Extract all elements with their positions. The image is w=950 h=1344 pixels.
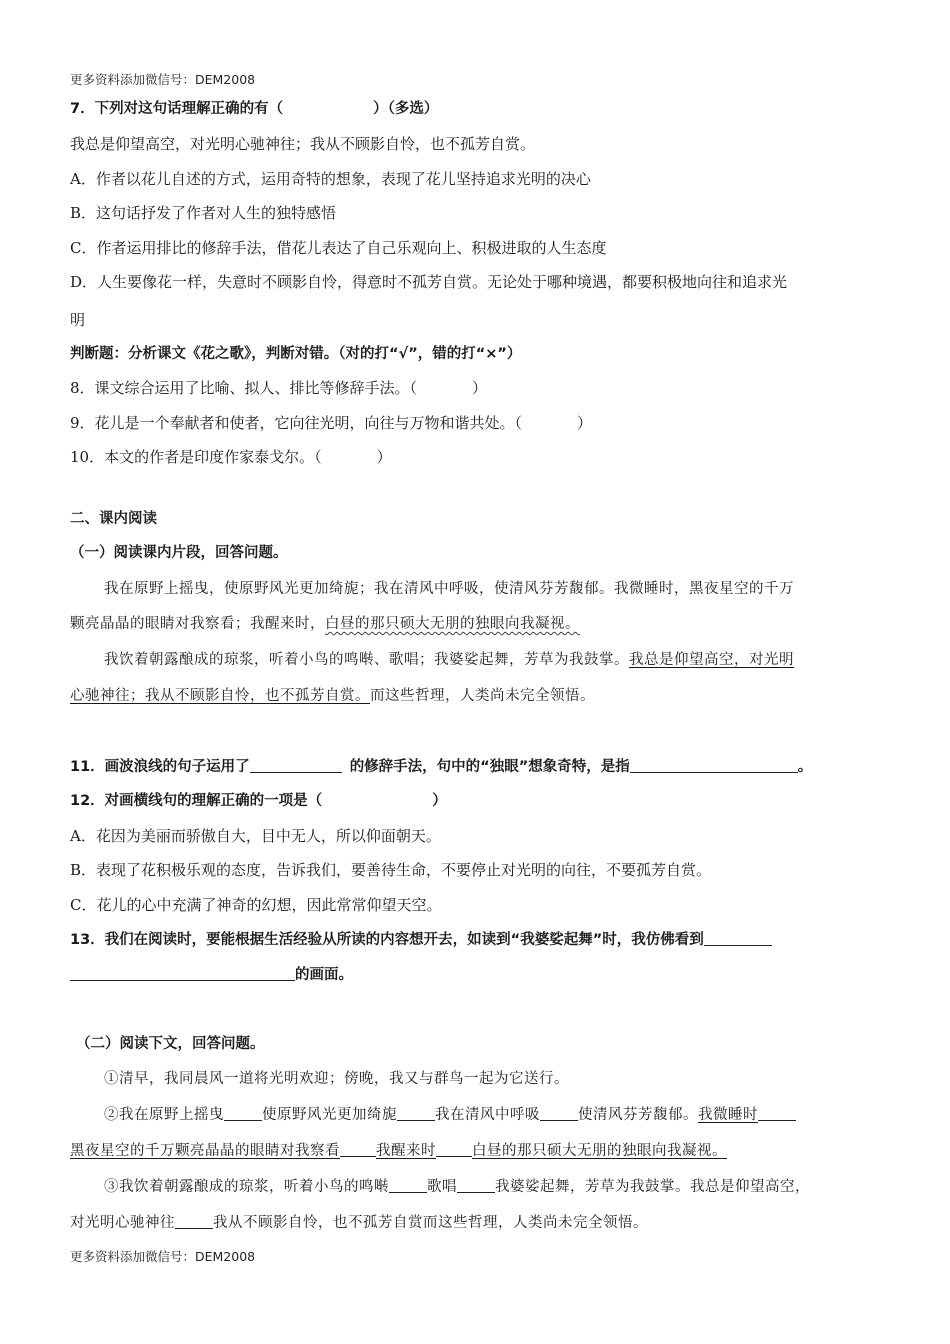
question-7-quote: 我总是仰望高空，对光明心驰神往；我从不顾影自怜，也不孤芳自赏。 (70, 135, 536, 153)
part-2-para-2-line-2: 黑夜星空的千万颗亮晶晶的眼睛对我察看 我醒来时 白昼的那只硕大无朋的独眼向我凝视。 (70, 1143, 727, 1159)
section-2-title: 二、课内阅读 (70, 511, 157, 527)
punctuation-blank[interactable] (540, 1106, 578, 1121)
punctuation-blank[interactable] (397, 1106, 435, 1121)
part-2-para-3-line-1: ③我饮着朝露酿成的琼浆，听着小鸟的鸣啭 歌唱 我婆娑起舞，芳草为我鼓掌。我总是仰望高空， (104, 1179, 810, 1195)
page-header: 更多资料添加微信号：DEM2008 (70, 72, 256, 87)
question-13-line-1: 13．我们在阅读时，要能根据生活经验从所读的内容想开去，如读到“我婆娑起舞”时，我仿佛看到 (70, 930, 772, 950)
passage-2-line-2: 心驰神往；我从不顾影自怜，也不孤芳自赏。而这些哲理，人类尚未完全领悟。 (70, 688, 595, 704)
question-7-option-a: A．作者以花儿自述的方式，运用奇特的想象，表现了花儿坚持追求光明的决心 (70, 170, 591, 188)
question-7-option-d: D．人生要像花一样，失意时不顾影自怜，得意时不孤芳自赏。无论处于哪种境遇，都要积极地向往和追求光 (70, 273, 788, 291)
passage-1-line-1: 我在原野上摇曳，使原野风光更加绮旎；我在清风中呼吸，使清风芬芳馥郁。我微睡时，黑夜星空的千万 (104, 581, 794, 597)
punctuation-blank[interactable] (389, 1178, 427, 1193)
punctuation-blank[interactable] (340, 1142, 376, 1157)
underlined-sentence-part-1: 我总是仰望高空，对光明 (629, 652, 794, 668)
question-7-option-c: C．作者运用排比的修辞手法，借花儿表达了自己乐观向上、积极进取的人生态度 (70, 239, 607, 257)
part-1-title: （一）阅读课内片段，回答问题。 (70, 545, 288, 561)
wavy-underlined-sentence: 白昼的那只硕大无朋的独眼向我凝视。 (325, 616, 580, 632)
question-12-option-c: C．花儿的心中充满了神奇的幻想，因此常常仰望天空。 (70, 896, 442, 914)
underlined-sentence-part-2: 心驰神往；我从不顾影自怜，也不孤芳自赏。 (70, 688, 370, 704)
punctuation-blank[interactable] (758, 1106, 796, 1121)
question-12-option-b: B．表现了花积极乐观的态度，告诉我们，要善待生命，不要停止对光明的向往，不要孤芳自赏。 (70, 861, 712, 879)
passage-1-line-2: 颗亮晶晶的眼睛对我察看；我醒来时，白昼的那只硕大无朋的独眼向我凝视。 (70, 616, 580, 632)
part-2-para-2-line-1: ②我在原野上摇曳 使原野风光更加绮旎 我在清风中呼吸 使清风芬芳馥郁。我微睡时 (104, 1105, 796, 1125)
page-footer: 更多资料添加微信号：DEM2008 (70, 1249, 256, 1264)
part-2-para-3-line-2: 对光明心驰神往 我从不顾影自怜，也不孤芳自赏而这些哲理，人类尚未完全领悟。 (70, 1215, 648, 1231)
answer-blank[interactable] (704, 931, 772, 946)
question-7-stem: 7．下列对这句话理解正确的有（ ）（多选） (70, 101, 439, 117)
punctuation-blank[interactable] (224, 1106, 262, 1121)
question-7-option-d-wrap: 明 (70, 311, 86, 329)
question-13-line-2: 的画面。 (70, 965, 353, 985)
question-12-option-a: A．花因为美丽而骄傲自大，目中无人，所以仰面朝天。 (70, 827, 441, 845)
punctuation-blank[interactable] (457, 1178, 495, 1193)
question-11: 11．画波浪线的句子运用了 的修辞手法，句中的“独眼”想象奇特，是指 。 (70, 759, 813, 775)
judge-title: 判断题：分析课文《花之歌》，判断对错。（对的打“√”，错的打“×”） (70, 346, 522, 362)
answer-blank[interactable] (630, 758, 798, 773)
question-7-option-b: B．这句话抒发了作者对人生的独特感悟 (70, 204, 337, 222)
part-2-title: （二）阅读下文，回答问题。 (76, 1036, 265, 1052)
question-9: 9．花儿是一个奉献者和使者，它向往光明，向往与万物和谐共处。（ ） (70, 414, 593, 432)
passage-2-line-1: 我饮着朝露酿成的琼浆，听着小鸟的鸣啭、歌唱；我婆娑起舞，芳草为我鼓掌。我总是仰望高空，对光明 (104, 652, 794, 668)
question-12-stem: 12．对画横线句的理解正确的一项是（ ） (70, 793, 447, 809)
question-8: 8．课文综合运用了比喻、拟人、排比等修辞手法。（ ） (70, 379, 488, 397)
answer-blank[interactable] (70, 966, 295, 981)
part-2-para-1: ①清早，我同晨风一道将光明欢迎；傍晚，我又与群鸟一起为它送行。 (104, 1071, 569, 1087)
punctuation-blank[interactable] (175, 1214, 213, 1229)
punctuation-blank[interactable] (436, 1142, 472, 1157)
answer-blank[interactable] (250, 758, 342, 773)
question-10: 10．本文的作者是印度作家泰戈尔。（ ） (70, 448, 392, 466)
